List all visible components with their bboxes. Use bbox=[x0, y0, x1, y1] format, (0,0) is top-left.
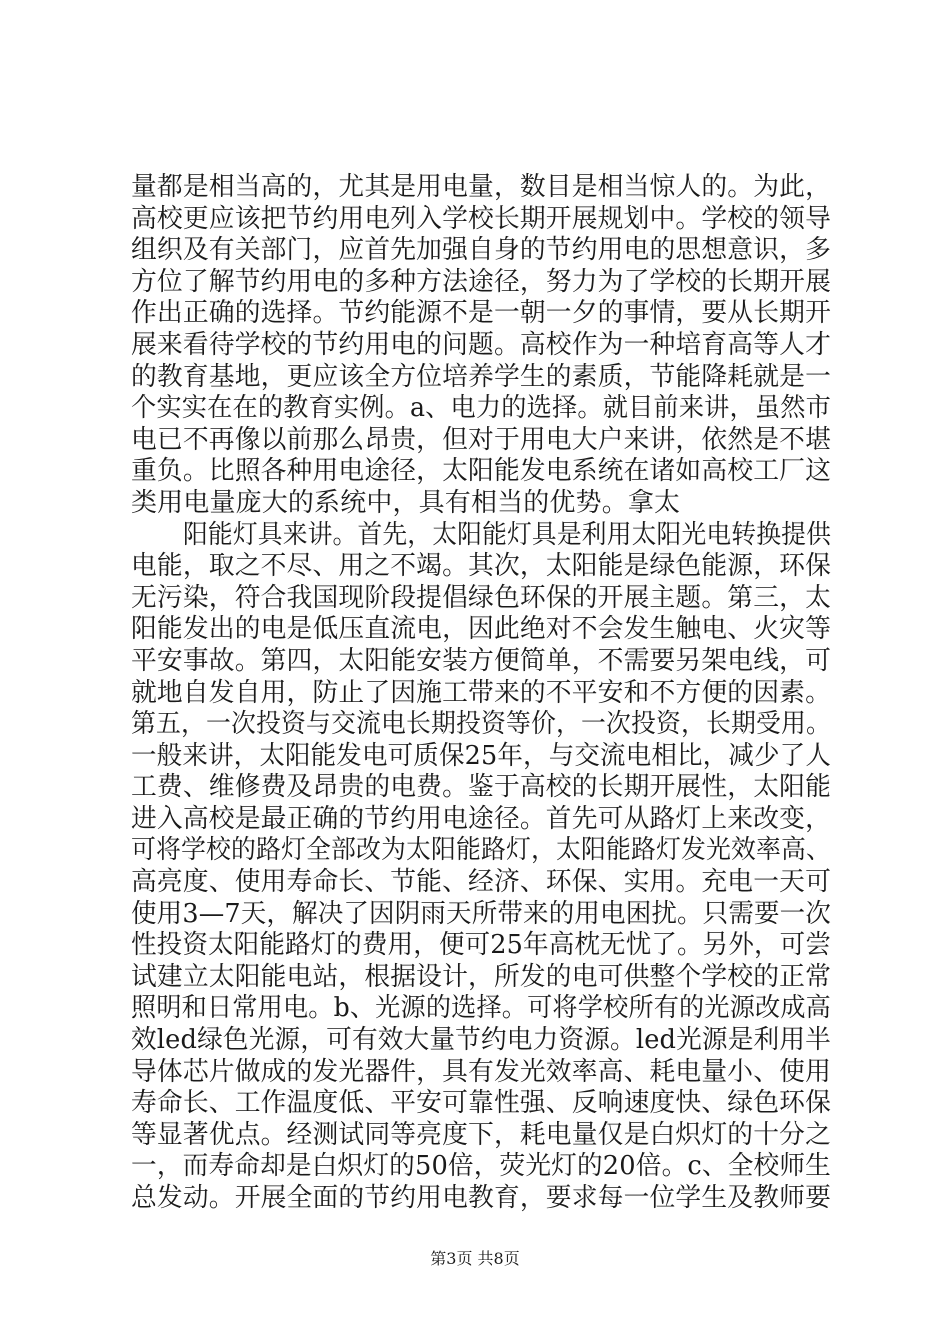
text-line: 等显著优点。经测试同等亮度下，耗电量仅是白炽灯的十分之 bbox=[131, 1119, 831, 1150]
text-line: 的教育基地，更应该全方位培养学生的素质，节能降耗就是一 bbox=[131, 361, 831, 392]
page-number: 第3页 共8页 bbox=[430, 1249, 520, 1268]
text-line: 电已不再像以前那么昂贵，但对于用电大户来讲，依然是不堪 bbox=[131, 424, 831, 455]
paragraph-1 bbox=[131, 172, 831, 520]
text-line: 效led绿色光源，可有效大量节约电力资源。led光源是利用半 bbox=[131, 1025, 831, 1056]
text-line: 性投资太阳能路灯的费用，便可25年高枕无忧了。另外，可尝 bbox=[131, 930, 831, 961]
paragraph-2 bbox=[131, 520, 831, 1215]
text-line: 可将学校的路灯全部改为太阳能路灯，太阳能路灯发光效率高、 bbox=[131, 835, 831, 866]
text-line: 寿命长、工作温度低、平安可靠性强、反响速度快、绿色环保 bbox=[131, 1088, 831, 1119]
text-line: 个实实在在的教育实例。a、电力的选择。就目前来讲，虽然市 bbox=[131, 393, 831, 424]
text-line-indented: 阳能灯具来讲。首先，太阳能灯具是利用太阳光电转换提供 bbox=[183, 519, 831, 550]
text-line: 总发动。开展全面的节约用电教育，要求每一位学生及教师要 bbox=[131, 1183, 831, 1213]
text-line: 高亮度、使用寿命长、节能、经济、环保、实用。充电一天可 bbox=[131, 867, 831, 898]
text-line: 阳能发出的电是低压直流电，因此绝对不会发生触电、火灾等 bbox=[131, 614, 831, 645]
text-line: 进入高校是最正确的节约用电途径。首先可从路灯上来改变， bbox=[131, 803, 831, 834]
text-line: 组织及有关部门，应首先加强自身的节约用电的思想意识，多 bbox=[131, 235, 831, 266]
text-line: 重负。比照各种用电途径，太阳能发电系统在诸如高校工厂这 bbox=[131, 456, 831, 487]
text-line: 导体芯片做成的发光器件，具有发光效率高、耗电量小、使用 bbox=[131, 1056, 831, 1087]
text-line: 类用电量庞大的系统中，具有相当的优势。拿太 bbox=[131, 487, 681, 518]
text-line: 平安事故。第四，太阳能安装方便简单，不需要另架电线，可 bbox=[131, 645, 831, 676]
text-line: 作出正确的选择。节约能源不是一朝一夕的事情，要从长期开 bbox=[131, 298, 831, 329]
text-line: 无污染，符合我国现阶段提倡绿色环保的开展主题。第三，太 bbox=[131, 582, 831, 613]
page-footer bbox=[0, 1246, 950, 1269]
body-text bbox=[131, 172, 831, 1215]
text-line: 展来看待学校的节约用电的问题。高校作为一种培育高等人才 bbox=[131, 329, 831, 360]
text-line: 第五，一次投资与交流电长期投资等价，一次投资，长期受用。 bbox=[131, 709, 831, 740]
text-line: 方位了解节约用电的多种方法途径，努力为了学校的长期开展 bbox=[131, 266, 831, 297]
text-line: 一，而寿命却是白炽灯的50倍，荧光灯的20倍。c、全校师生 bbox=[131, 1151, 831, 1182]
text-line: 一般来讲，太阳能发电可质保25年，与交流电相比，减少了人 bbox=[131, 740, 831, 771]
text-line: 高校更应该把节约用电列入学校长期开展规划中。学校的领导 bbox=[131, 203, 831, 234]
text-line: 照明和日常用电。b、光源的选择。可将学校所有的光源改成高 bbox=[131, 993, 831, 1024]
text-line: 工费、维修费及昂贵的电费。鉴于高校的长期开展性，太阳能 bbox=[131, 772, 831, 803]
text-line: 量都是相当高的，尤其是用电量，数目是相当惊人的。为此， bbox=[131, 172, 831, 202]
text-line: 使用3—7天，解决了因阴雨天所带来的用电困扰。只需要一次 bbox=[131, 898, 831, 929]
text-line: 试建立太阳能电站，根据设计，所发的电可供整个学校的正常 bbox=[131, 961, 831, 992]
text-line: 电能，取之不尽、用之不竭。其次，太阳能是绿色能源，环保 bbox=[131, 551, 831, 582]
text-line: 就地自发自用，防止了因施工带来的不平安和不方便的因素。 bbox=[131, 677, 831, 708]
